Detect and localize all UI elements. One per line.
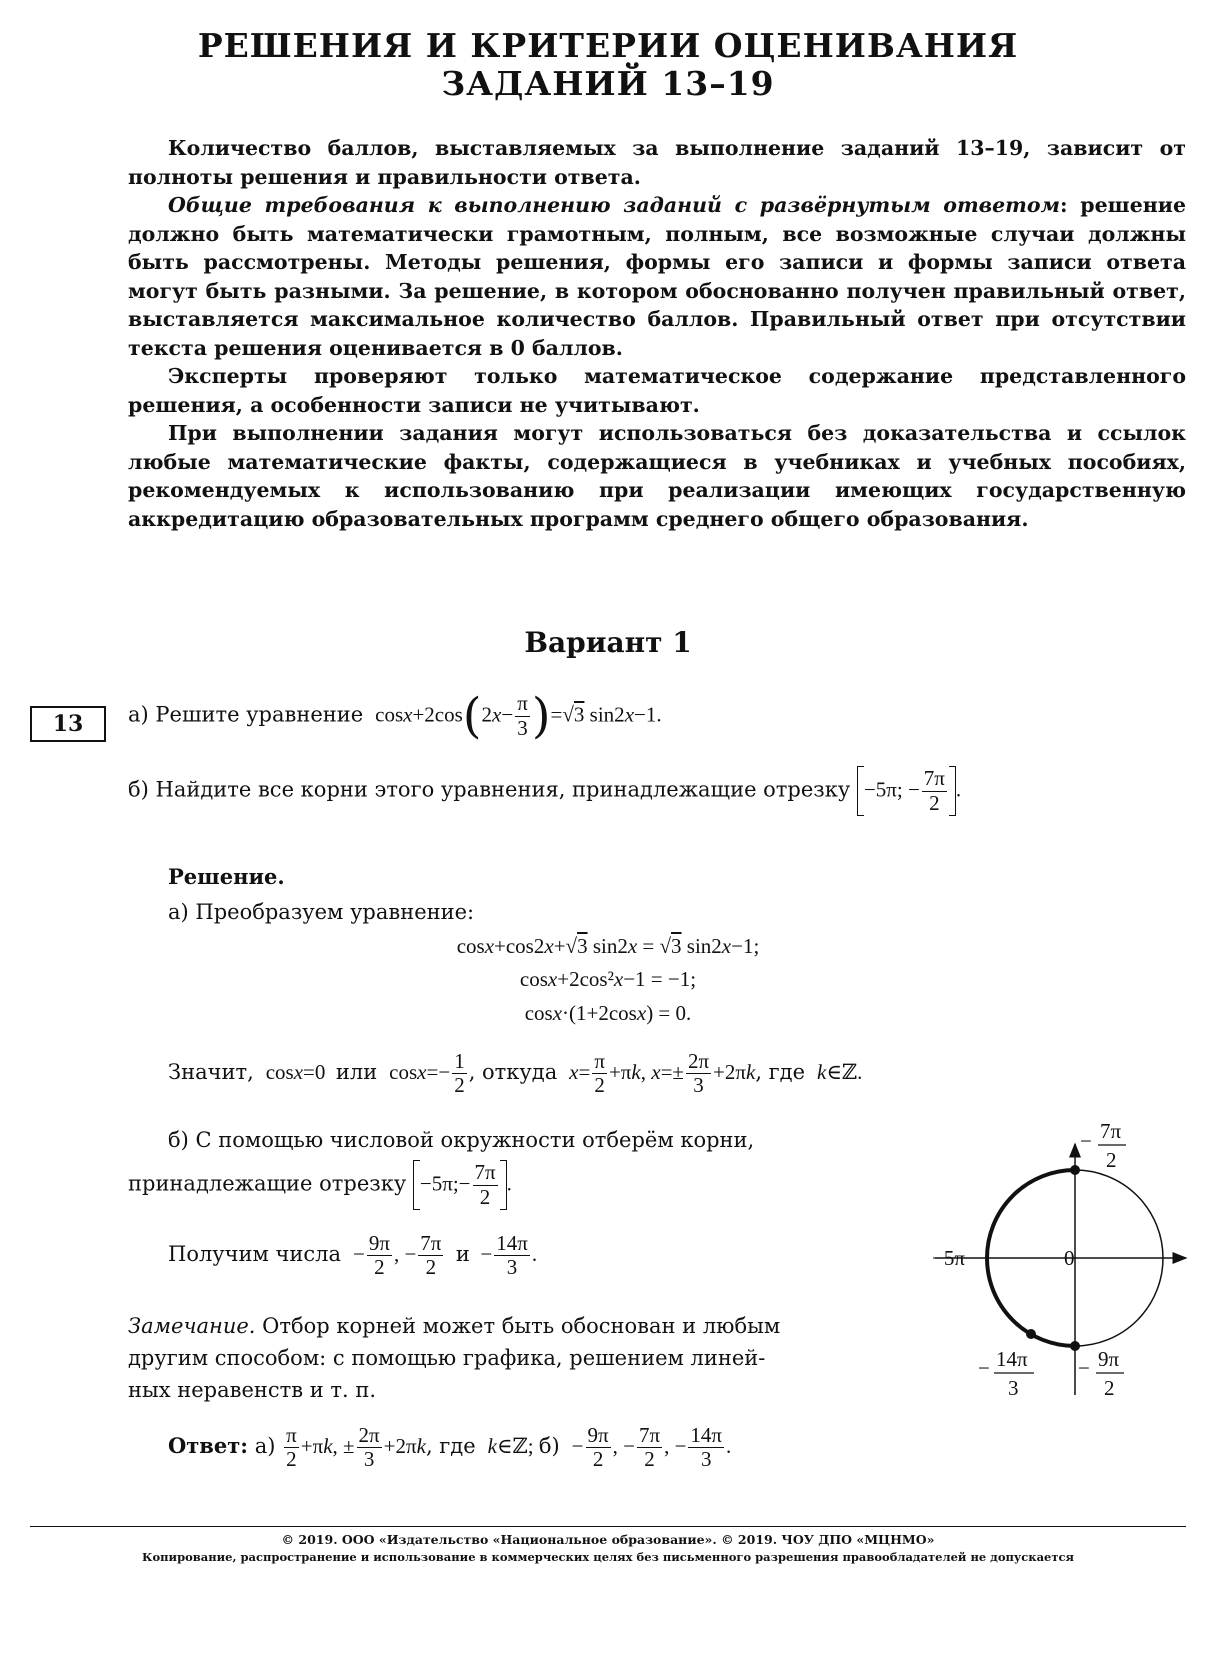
footer-copyright: © 2019. ООО «Издательство «Национальное образование». © 2019. ЧОУ ДПО «МЦНМО» xyxy=(281,1532,935,1547)
intro-p3: Эксперты проверяют только математическое содержание представленного решения, а особенности записи не учитывают. xyxy=(128,364,1186,417)
point-minus-9pi-2 xyxy=(1070,1341,1080,1351)
remark-line2: другим способом: с помощью графика, решением линей- xyxy=(128,1346,766,1370)
solution-b-line1: б) С помощью числовой окружности отберём корни, xyxy=(168,1128,755,1152)
answer-label: Ответ: xyxy=(168,1433,249,1459)
answer-a-label: а) xyxy=(254,1434,276,1459)
answer-gde: , где xyxy=(425,1434,476,1459)
footer-divider xyxy=(30,1526,1186,1527)
gde-text: , где xyxy=(755,1060,806,1085)
znachit-text: Значит, xyxy=(168,1060,254,1085)
svg-text:7π: 7π xyxy=(1100,1120,1122,1143)
equation-3: cosx·(1+2cosx) = 0. xyxy=(524,1001,692,1025)
otkuda-text: , откуда xyxy=(468,1060,558,1085)
task-b-label: б) Найдите все корни этого уравнения, принадлежащие отрезку xyxy=(128,777,851,802)
svg-text:−: − xyxy=(1080,1129,1092,1153)
intro-text xyxy=(128,134,1186,533)
solution-b-label: принадлежащие отрезку xyxy=(128,1171,407,1196)
solution-a-intro: а) Преобразуем уравнение: xyxy=(168,900,475,924)
task-b: б) Найдите все корни этого уравнения, принадлежащие отрезку −5π; − $\frac{7\pi}{2}$ . xyxy=(128,766,962,815)
segment-arc-upper xyxy=(987,1170,1075,1258)
poluchim-text: Получим числа xyxy=(168,1242,342,1267)
task-number-box: 13 xyxy=(30,706,106,742)
point-minus-7pi-2 xyxy=(1070,1165,1080,1175)
svg-text:2: 2 xyxy=(1106,1148,1117,1172)
roots-line: Значит, cosx=0 или cosx=− $\frac{1}{2}$ , откуда x= $\frac{\pi}{2}$ +πk, x=± $\frac{2\pi}{3}$ +2πk, где k∈ℤ. xyxy=(168,1049,863,1098)
remark-line3: ных неравенств и т. п. xyxy=(128,1378,377,1402)
svg-text:−: − xyxy=(1078,1356,1090,1380)
answer-b-label: б) xyxy=(538,1434,560,1459)
ili-text: или xyxy=(335,1060,378,1085)
label-minus-5pi: −5π xyxy=(932,1246,965,1270)
label-minus-9pi-2 xyxy=(1078,1347,1124,1400)
equation-1: cosx+cos2x+√3 sin2x = √3 sin2x−1; xyxy=(456,934,760,958)
equation-2: cosx+2cos²x−1 = −1; xyxy=(519,967,697,991)
answer-line: Ответ: а) $\frac{\pi}{2}$ +πk, ± $\frac{2\pi}{3}$ +2πk, где k∈ℤ; б) − $\frac{9\pi}{2}$ , − $\frac{7\pi}{2}$ , − $\frac{14\pi}{3}$ . xyxy=(168,1423,732,1472)
task-a-label: а) Решите уравнение xyxy=(128,702,364,727)
intro-p2-emph: Общие требования к выполнению заданий с развёрнутым ответом xyxy=(168,193,1061,217)
label-minus-14pi-3 xyxy=(978,1347,1034,1400)
page-title-line1: РЕШЕНИЯ И КРИТЕРИИ ОЦЕНИВАНИЯ xyxy=(197,26,1019,65)
intro-p2-rest: : решение должно быть математически грамотным, полным, все возможные случаи должны быть рассмотрены. Методы решения, формы его записи и формы записи ответа могут быть разными. За решение, в котором обоснованно получен правильный ответ, выставляется максимальное количество баллов. Правильный ответ при отсутствии текста решения оценивается в 0 баллов. xyxy=(128,193,1186,360)
footer-notice: Копирование, распространение и использование в коммерческих целях без письменного разрешения правообладателей не допускается xyxy=(141,1550,1074,1564)
obtained-numbers: Получим числа − $\frac{9\pi}{2}$ , − $\frac{7\pi}{2}$ и − $\frac{14\pi}{3}$ . xyxy=(168,1231,538,1280)
svg-text:9π: 9π xyxy=(1098,1347,1120,1371)
intro-p1: Количество баллов, выставляемых за выполнение заданий 13–19, зависит от полноты решения и правильности ответа. xyxy=(128,136,1186,189)
point-minus-14pi-3 xyxy=(1026,1329,1036,1339)
intro-p2 xyxy=(128,191,1186,362)
svg-text:3: 3 xyxy=(1008,1376,1019,1400)
i-text: и xyxy=(455,1242,470,1267)
variant-heading: Вариант 1 xyxy=(524,626,692,659)
solution-heading: Решение. xyxy=(168,864,285,889)
remark xyxy=(128,1310,780,1406)
intro-p4: При выполнении задания могут использоваться без доказательства и ссылок любые математические факты, содержащиеся в учебниках и учебных пособиях, рекомендуемых к использованию при реализации имеющих государственную аккредитацию образовательных программ среднего общего образования. xyxy=(128,421,1186,531)
label-zero: 0 xyxy=(1064,1246,1075,1270)
svg-text:14π: 14π xyxy=(996,1347,1028,1371)
solution-b-line2: принадлежащие отрезку −5π;− $\frac{7\pi}{2}$ . xyxy=(128,1160,512,1209)
remark-label: Замечание. xyxy=(128,1314,256,1338)
svg-text:2: 2 xyxy=(1104,1376,1115,1400)
unit-circle-diagram xyxy=(920,1120,1210,1410)
svg-text:−: − xyxy=(978,1356,990,1380)
remark-line1: Отбор корней может быть обоснован и любым xyxy=(255,1314,781,1338)
label-minus-7pi-2 xyxy=(1080,1120,1126,1172)
task-a: а) Решите уравнение cosx+2cos(2x− $\frac{\pi}{3}$ )=√3 sin2x−1. xyxy=(128,688,662,744)
page-title-line2: ЗАДАНИЙ 13–19 xyxy=(441,64,775,103)
